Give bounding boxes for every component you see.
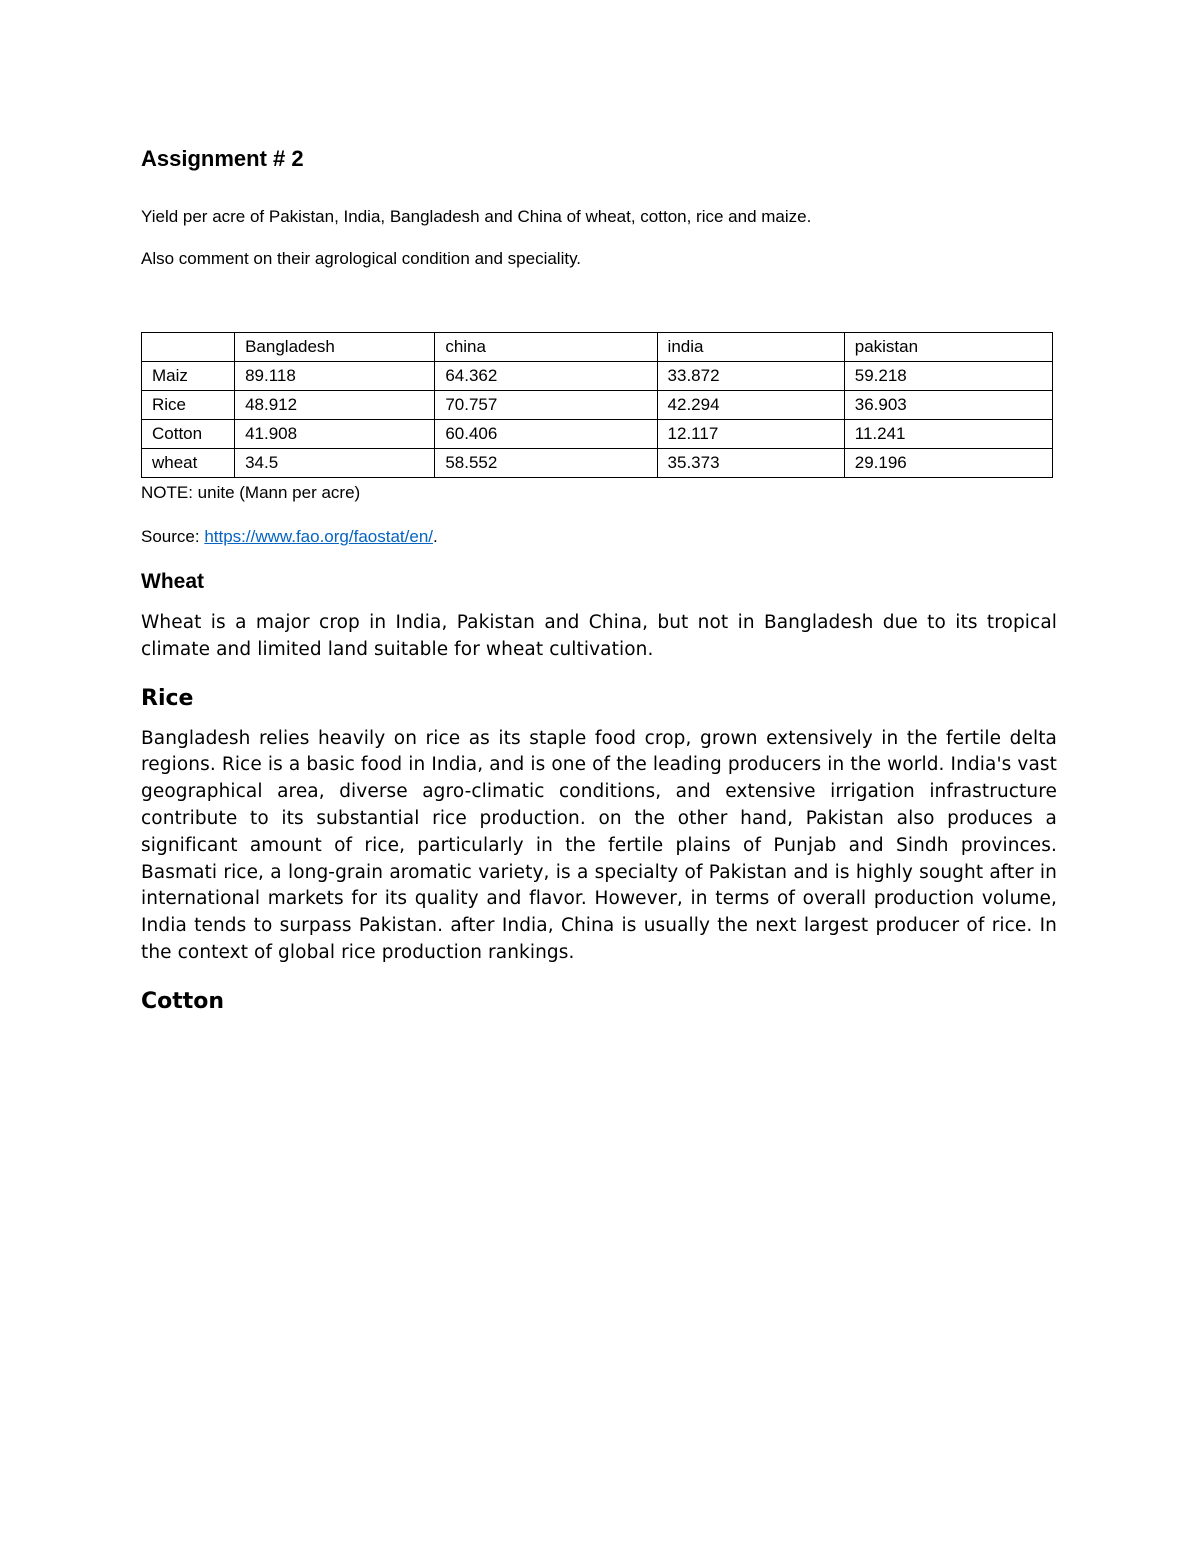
table-row [142, 449, 1053, 478]
source-link[interactable]: https://www.fao.org/faostat/en/ [204, 527, 433, 546]
table-header-row [142, 333, 1053, 362]
intro-line-1: Yield per acre of Pakistan, India, Bangladesh and China of wheat, cotton, rice and maize. [141, 207, 812, 226]
table-cell: 70.757 [435, 391, 657, 420]
table-cell: 60.406 [435, 420, 657, 449]
table-header-cell: china [435, 333, 657, 362]
table-header-cell: india [657, 333, 844, 362]
wheat-paragraph: Wheat is a major crop in India, Pakistan and China, but not in Bangladesh due to its tropical climate and limited land suitable for wheat cultivation. [141, 612, 1057, 660]
yield-table [141, 332, 1053, 478]
table-row [142, 362, 1053, 391]
rice-paragraph: Bangladesh relies heavily on rice as its staple food crop, grown extensively in the fertile delta regions. Rice is a basic food in India, and is one of the leading producers in the world. India's vast geographical area, diverse agro-climatic conditions, and extensive irrigation infrastructure contribute to its substantial rice production. on the other hand, Pakistan also produces a significant amount of rice, particularly in the fertile plains of Punjab and Sindh provinces. Basmati rice, a long-grain aromatic variety, is a specialty of Pakistan and is highly sought after in international markets for its quality and flavor. However, in terms of overall production volume, India tends to surpass Pakistan. after India, China is usually the next largest producer of rice. In the context of global rice production rankings. [141, 727, 1057, 963]
table-cell: 89.118 [235, 362, 435, 391]
intro-line-2: Also comment on their agrological condition and speciality. [141, 249, 582, 268]
table-cell: Maiz [142, 362, 235, 391]
rice-heading: Rice [141, 685, 194, 711]
source-label: Source: [141, 527, 205, 546]
table-cell: 12.117 [657, 420, 844, 449]
table-row [142, 391, 1053, 420]
source-suffix: . [433, 527, 438, 546]
table-cell: 33.872 [657, 362, 844, 391]
table-cell: 58.552 [435, 449, 657, 478]
document-page [141, 142, 1057, 1029]
table-cell: 29.196 [844, 449, 1052, 478]
wheat-heading: Wheat [141, 570, 204, 593]
table-header-cell: Bangladesh [235, 333, 435, 362]
table-cell: 59.218 [844, 362, 1052, 391]
cotton-heading: Cotton [141, 988, 225, 1014]
unit-note: NOTE: unite (Mann per acre) [141, 483, 361, 502]
table-cell: 36.903 [844, 391, 1052, 420]
table-cell: 41.908 [235, 420, 435, 449]
table-cell: 48.912 [235, 391, 435, 420]
table-row [142, 420, 1053, 449]
table-cell: 42.294 [657, 391, 844, 420]
table-cell: Rice [142, 391, 235, 420]
table-cell: 35.373 [657, 449, 844, 478]
table-header-cell: pakistan [844, 333, 1052, 362]
table-header-cell [142, 333, 235, 362]
table-cell: Cotton [142, 420, 235, 449]
source-line [141, 526, 1057, 548]
table-cell: 34.5 [235, 449, 435, 478]
page-title: Assignment # 2 [141, 146, 304, 171]
table-cell: 64.362 [435, 362, 657, 391]
table-cell: 11.241 [844, 420, 1052, 449]
table-cell: wheat [142, 449, 235, 478]
